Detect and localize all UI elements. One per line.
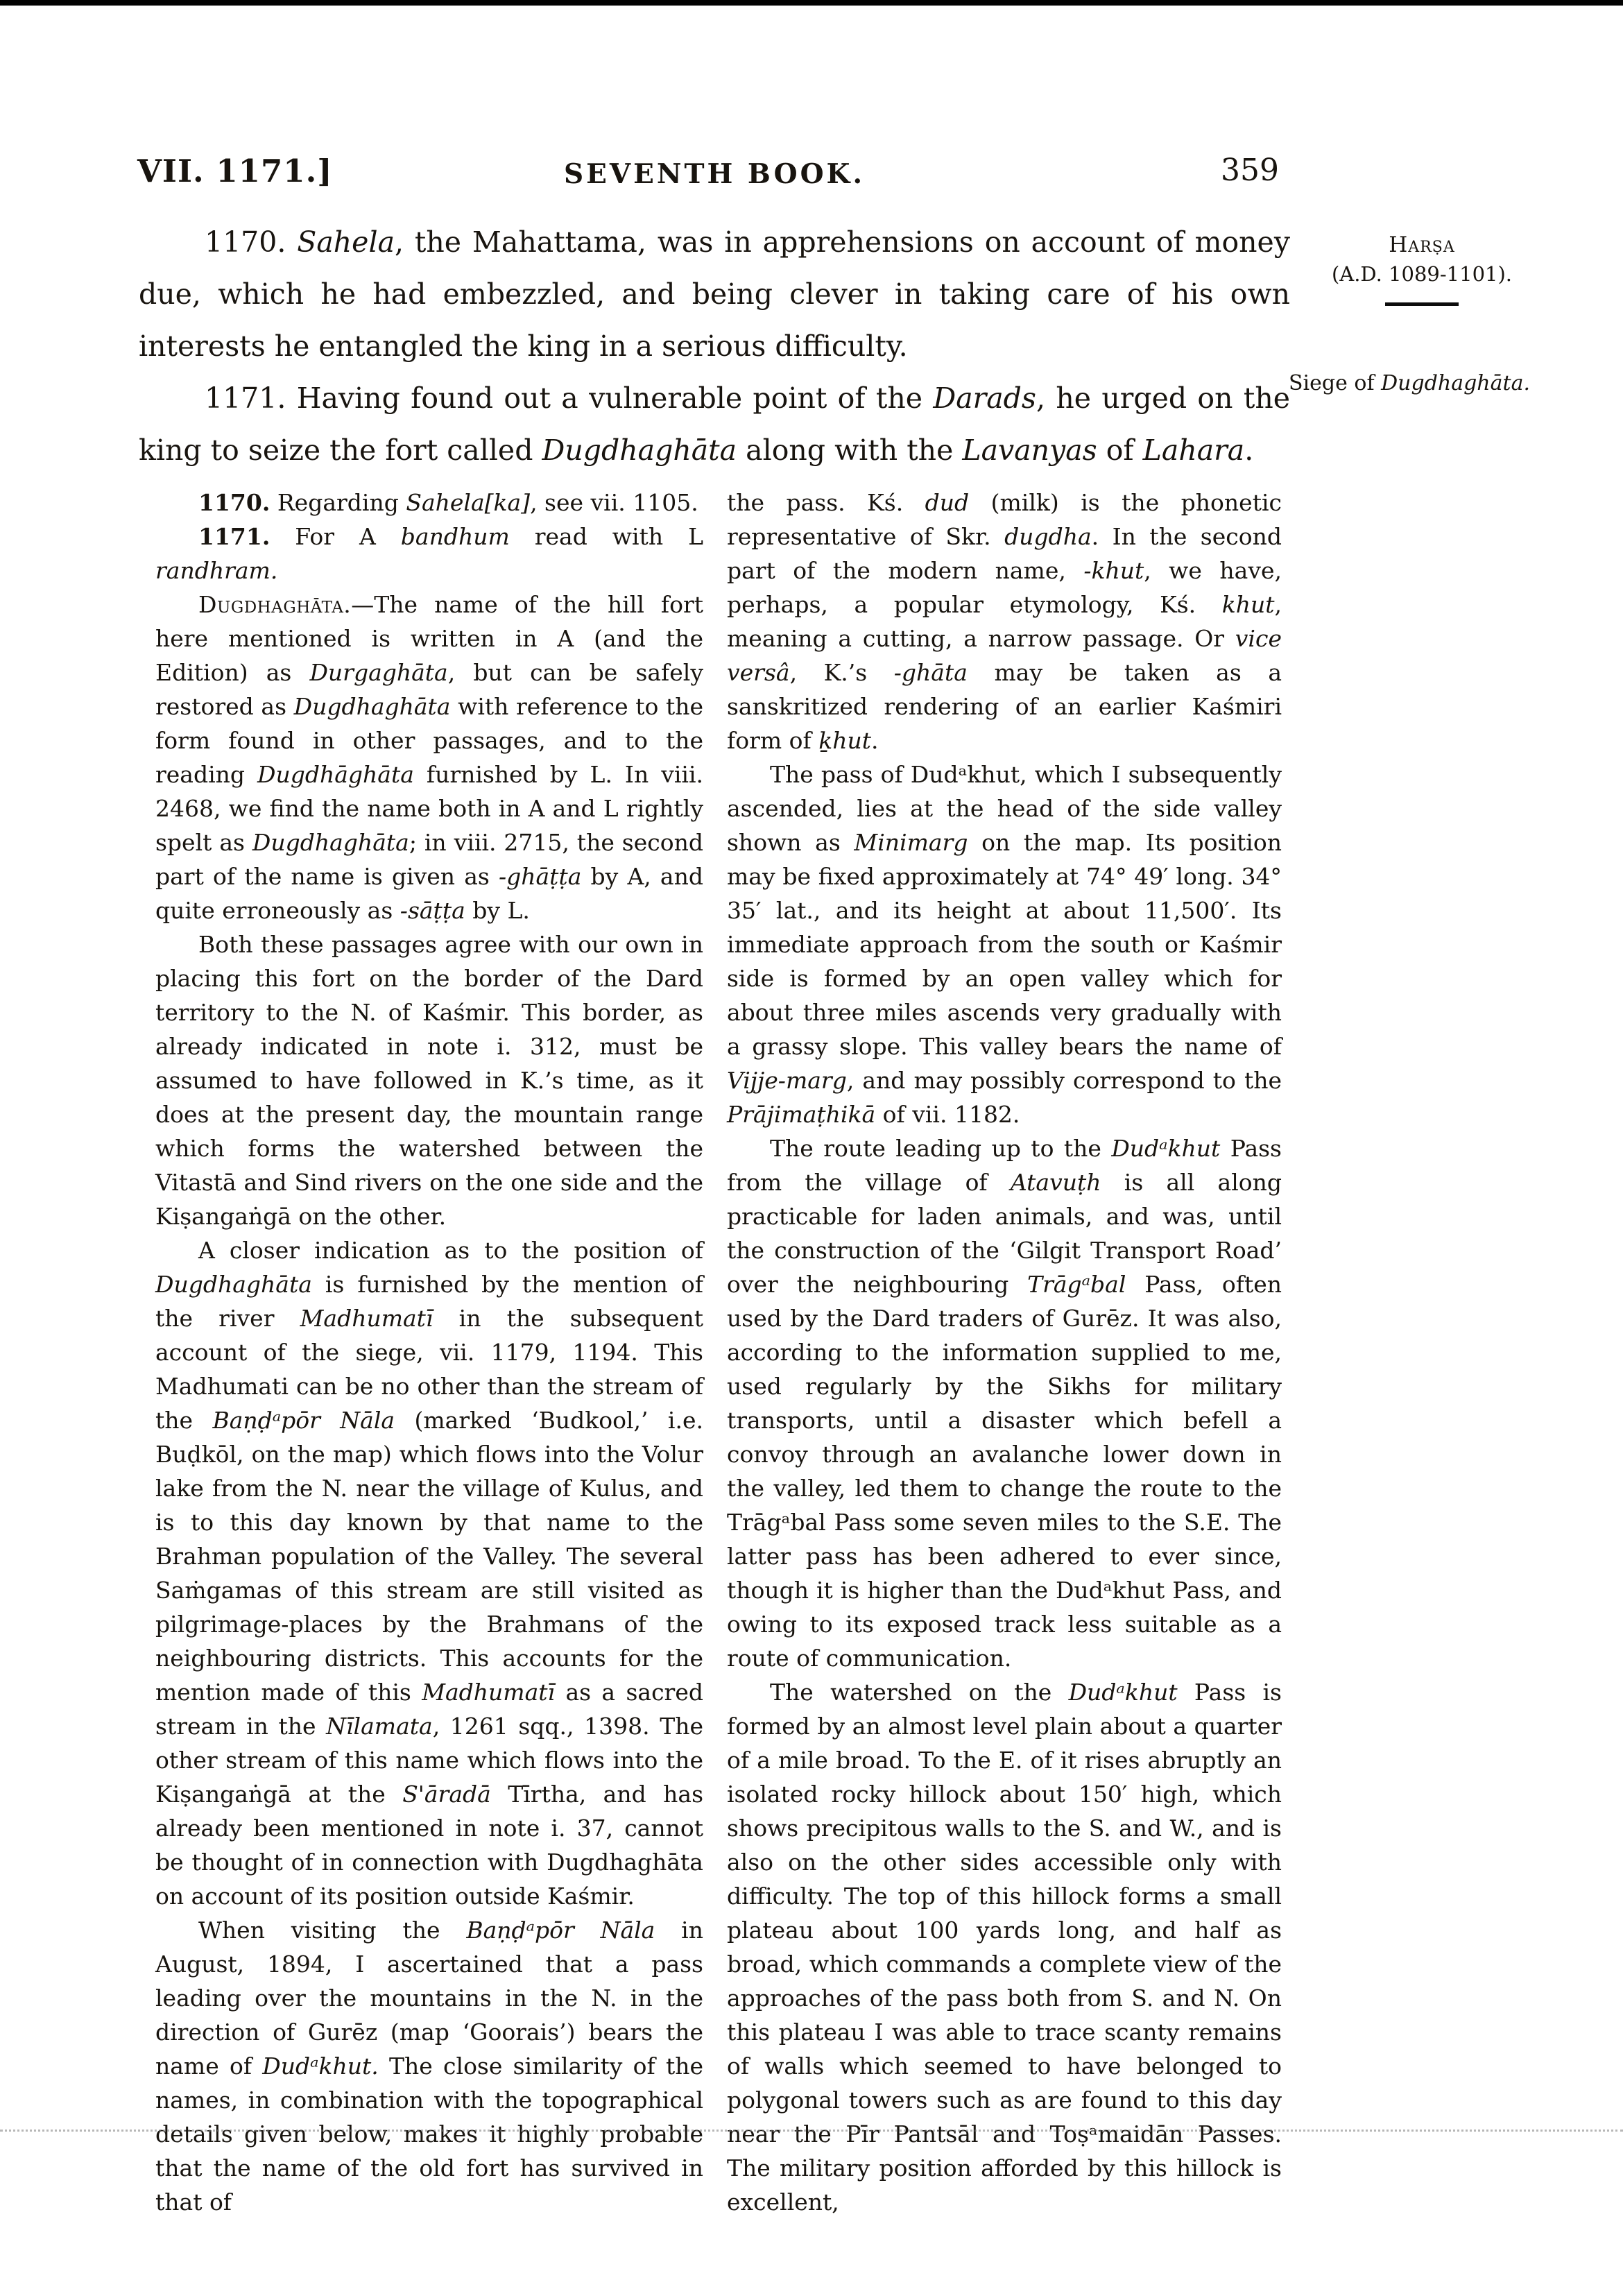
italic-text: dud [925, 489, 970, 516]
footnote-column-right [727, 486, 1282, 2219]
text-segment: The route leading up to the [770, 1135, 1112, 1162]
smallcaps-text: Dugdhaghāta. [198, 591, 352, 618]
text-segment: , he urged on the king to seize the fort called [139, 382, 1290, 467]
paragraph [139, 216, 1290, 372]
text-segment: , we have, perhaps, a popular etymology, Kś. [727, 557, 1282, 618]
italic-text: Baṇḍᵃpōr Nāla [466, 1917, 655, 1944]
marginal-note-regnal [1297, 230, 1547, 306]
text-segment: of [1097, 434, 1143, 467]
bold-text: 1170. [198, 489, 270, 516]
italic-text: Minimarg [854, 829, 968, 856]
marginal-note-siege [1289, 370, 1601, 397]
text-segment: —The name of the hill fort here mentioned is written in A (and the Edition) as [155, 591, 703, 686]
paragraph [727, 757, 1282, 1131]
text-segment: , meaning a cutting, a narrow passage. Or [727, 591, 1282, 652]
text-segment: along with the [737, 434, 963, 467]
text-segment: , and may possibly correspond to the [846, 1067, 1282, 1094]
italic-text: -ghāṭṭa [498, 863, 582, 890]
text-segment: the pass. Kś. [727, 489, 925, 516]
italic-text: Vijje-marg [727, 1067, 847, 1094]
italic-text: Dudᵃkhut [1068, 1679, 1178, 1706]
paragraph [155, 1233, 703, 1913]
text-segment: , but can be safely restored as [155, 659, 703, 720]
regnal-dates: (A.D. 1089-1101). [1331, 262, 1513, 286]
text-segment: Pass is formed by an almost level plain about a quarter of a mile broad. To the E. of it rises abruptly an isolated rocky hillock about 150′ high, which shows precipitous walls to the S. and W., and is also on the other sides accessible only with difficulty. The top of this hillock forms a small plateau about 100 yards long, and half as broad, which commands a complete view of the approaches of the pass both from S. and N. On this plateau I was able to trace scanty remains of walls which seemed to have belonged to polygonal towers such as are found to this day near the Pīr Pantsāl and Toṣᵃmaidān Passes. The military position afforded by this hillock is excellent, [727, 1679, 1282, 2216]
paragraph [727, 486, 1282, 757]
text-segment: with reference to the form found in other passages, and to the reading [155, 693, 703, 788]
italic-text: khut [1221, 591, 1275, 618]
text-segment: is furnished by the mention of the river [155, 1271, 703, 1332]
folio-verse-reference: VII. 1171.] [137, 153, 333, 189]
text-segment: . [1244, 434, 1254, 467]
text-segment: furnished by L. In viii. 2468, we find the name both in A and L rightly spelt as [155, 761, 703, 856]
text-segment: Both these passages agree with our own in placing this fort on the border of the Dard territory to the N. of Kaśmir. This border, as already indicated in note i. 312, must be assumed to have followed in K.’s time, as it does at the present day, the mountain range which forms the watershed between the Vitastā and Sind rivers on the one side and the Kiṣangaṅgā on the other. [155, 931, 703, 1230]
text-segment: , 1261 sqq., 1398. The other stream of this name which flows into the Kiṣangaṅgā at the [155, 1713, 703, 1808]
italic-text: Madhumatī [300, 1305, 433, 1332]
text-segment: in the subsequent account of the siege, vii. 1179, 1194. This Madhumati can be no other than the stream of the [155, 1305, 703, 1434]
text-segment: 1171. Having found out a vulnerable point of the [205, 382, 934, 415]
italic-text: Dugdhaghāta. [1381, 371, 1530, 395]
italic-text: S'āradā [402, 1781, 491, 1808]
italic-text: Sahela[ka] [406, 489, 531, 516]
italic-text: Sahela [297, 225, 395, 259]
bold-text: 1171. [198, 523, 270, 550]
text-segment: read with L [509, 523, 703, 550]
italic-text: -khut [1083, 557, 1144, 584]
italic-text: -ghāta [893, 659, 968, 686]
text-segment: Tīrtha, and has already been mentioned in note i. 37, cannot be thought of in connection with Dugdhaghāta on account of its position outside Kaśmir. [155, 1781, 704, 1910]
paragraph [155, 588, 703, 927]
text-segment: The pass of Dudᵃkhut, which I subsequently ascended, lies at the head of the side valley shown as [727, 761, 1282, 856]
italic-text: vice versâ [727, 625, 1282, 686]
italic-text: Dugdhaghāta [252, 829, 409, 856]
italic-text: Nīlamata [326, 1713, 433, 1740]
text-segment: . In the second part of the modern name, [727, 523, 1282, 584]
italic-text: Baṇḍᵃpōr Nāla [212, 1407, 395, 1434]
scan-top-edge-artifact [0, 0, 1623, 6]
italic-text: Dugdhaghāta [155, 1271, 312, 1298]
italic-text: Dudᵃkhut [1111, 1135, 1221, 1162]
italic-text: -sāṭṭa [400, 897, 465, 924]
text-segment: of vii. 1182. [875, 1101, 1020, 1128]
footnote-column-left [155, 486, 703, 2219]
italic-text: dugdha [1004, 523, 1092, 550]
italic-text: Lavanyas [962, 434, 1097, 467]
paragraph [155, 520, 703, 588]
italic-text: Dugdhaghāta [293, 693, 451, 720]
text-segment: The close similarity of the names, in combination with the topographical details given below, makes it highly probable that the name of the old fort has survived in that of [155, 2053, 703, 2216]
text-segment: The watershed on the [770, 1679, 1069, 1706]
italic-text: bandhum [400, 523, 510, 550]
text-segment: Pass, often used by the Dard traders of Gurēz. It was also, according to the information supplied to me, used regularly by the Sikhs for military transports, until a disaster which befell a convoy through an avalanche lower down in the valley, led them to change the route to the Trāgᵃbal Pass some seven miles to the S.E. The latter pass has been adhered to ever since, though it is higher than the Dudᵃkhut Pass, and owing to its exposed track less suitable as a route of communication. [727, 1271, 1282, 1672]
text-segment: on the map. Its position may be fixed approximately at 74° 49′ long. 34° 35′ lat., and its height at about 11,500′. Its immediate approach from the south or Kaśmir side is formed by an open valley which for about three miles ascends very gradually with a grassy slope. This valley bears the name of [727, 829, 1282, 1060]
text-segment: Regarding [270, 489, 406, 516]
regnal-rule [1385, 302, 1459, 306]
italic-text: Dudᵃkhut. [262, 2053, 379, 2080]
italic-text: Dugdhaghāta [542, 434, 737, 467]
text-segment: ; in viii. 2715, the second part of the name is given as [155, 829, 703, 890]
verse-block [139, 216, 1290, 477]
text-segment: . [870, 727, 879, 754]
text-segment: (milk) is the phonetic representative of Skr. [727, 489, 1282, 550]
text-segment: (marked ‘Budkool,’ i.e. Buḍkōl, on the map) which flows into the Volur lake from the N. near the village of Kulus, and is to this day known by that name to the Brahman population of the Valley. The several Saṁgamas of this stream are still visited as pilgrimage-places by the Brahmans of the neighbouring districts. This accounts for the mention made of this [155, 1407, 703, 1706]
text-segment: , see vii. 1105. [530, 489, 698, 516]
italic-text: Trāgᵃbal [1027, 1271, 1126, 1298]
text-segment: Pass from the village of [727, 1135, 1282, 1196]
italic-text: ḵhut [818, 727, 871, 754]
italic-text: Darads [933, 382, 1036, 415]
italic-text: randhram. [155, 557, 278, 584]
text-segment: A closer indication as to the position of [198, 1237, 703, 1264]
italic-text: Lahara [1142, 434, 1245, 467]
italic-text: Dugdhāghāta [257, 761, 414, 788]
italic-text: Durgaghāta [309, 659, 448, 686]
text-segment: as a sacred stream in the [155, 1679, 703, 1740]
paragraph [155, 927, 703, 1233]
page-number: 359 [1221, 153, 1279, 188]
running-title: SEVENTH BOOK. [563, 158, 866, 190]
italic-text: Madhumatī [422, 1679, 556, 1706]
text-segment: by L. [465, 897, 530, 924]
italic-text: Prājimaṭhikā [727, 1101, 876, 1128]
paragraph [139, 372, 1290, 477]
scan-artifact-dotted-line [0, 2130, 1623, 2132]
paragraph [155, 486, 703, 520]
regnal-name: Harṣa [1389, 232, 1455, 257]
italic-text: Atavuṭh [1010, 1169, 1101, 1196]
paragraph [727, 1675, 1282, 2219]
text-segment: For A [270, 523, 401, 550]
paragraph [155, 1913, 703, 2219]
text-segment: is all along practicable for laden animals, and was, until the construction of the ‘Gilgit Transport Road’ over the neighbouring [727, 1169, 1282, 1298]
text-segment: , the Mahattama, was in apprehensions on account of money due, which he had embezzled, and being clever in taking care of his own interests he entangled the king in a serious difficulty. [139, 225, 1290, 363]
text-segment: may be taken as a sanskritized rendering of an earlier Kaśmiri form of [727, 659, 1282, 754]
text-segment: , K.’s [789, 659, 894, 686]
text-segment: 1170. [205, 225, 298, 259]
text-segment: When visiting the [198, 1917, 467, 1944]
text-segment: by A, and quite erroneously as [155, 863, 703, 924]
text-segment: in August, 1894, I ascertained that a pass leading over the mountains in the N. in the direction of Gurēz (map ‘Goorais’) bears the name of [155, 1917, 703, 2080]
paragraph [727, 1131, 1282, 1675]
text-segment: Siege of [1289, 371, 1382, 395]
